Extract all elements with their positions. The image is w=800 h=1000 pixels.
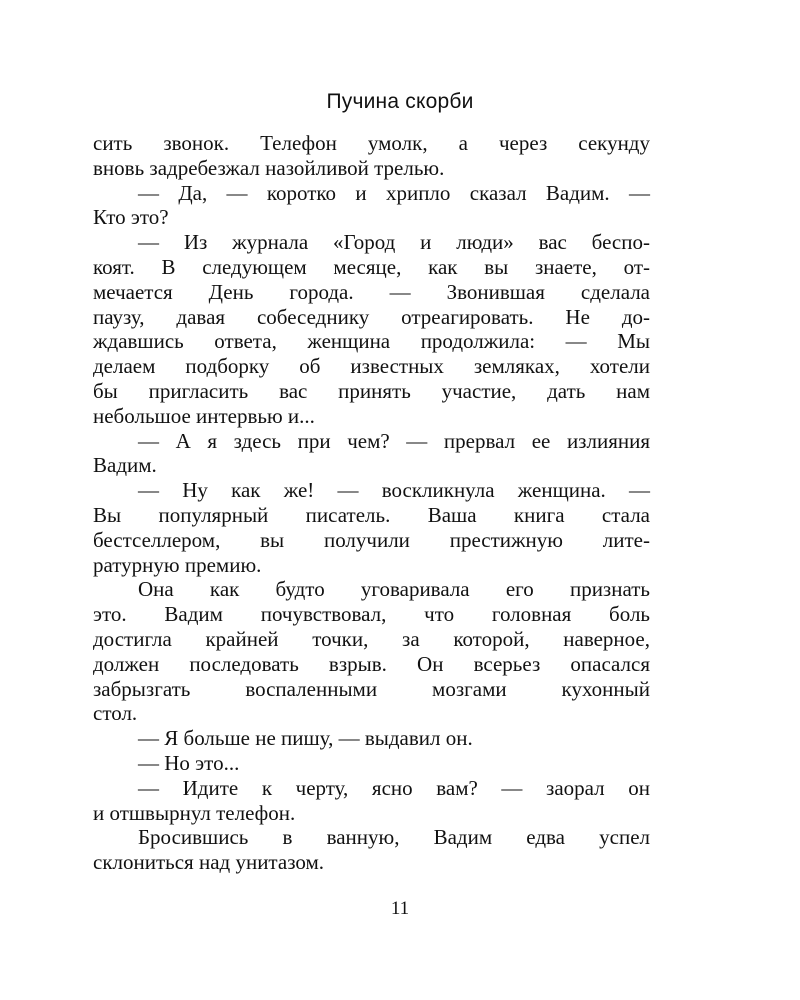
text-line: склониться над унитазом. bbox=[93, 850, 324, 875]
text-line: стол. bbox=[93, 701, 138, 726]
text-line: — Ну как же! — воскликнула женщина. — bbox=[138, 478, 650, 503]
text-line: достигла крайней точки, за которой, наверное, bbox=[93, 626, 650, 651]
text-line: должен последовать взрыв. Он всерьез опасался bbox=[93, 651, 650, 676]
text-line: Кто это? bbox=[93, 205, 169, 230]
text-line: — А я здесь при чем? — прервал ее излияния bbox=[138, 428, 650, 453]
text-line: — Из журнала «Город и люди» вас беспо- bbox=[138, 230, 650, 255]
text-line: Вадим. bbox=[93, 453, 157, 478]
text-line: коят. В следующем месяце, как вы знаете, от- bbox=[93, 254, 650, 279]
text-line: Она как будто уговаривала его признать bbox=[138, 577, 650, 602]
text-line: — Идите к черту, ясно вам? — заорал он bbox=[138, 775, 650, 800]
text-line: вновь задребезжал назойливой трелью. bbox=[93, 155, 445, 180]
text-line: Вы популярный писатель. Ваша книга стала bbox=[93, 502, 650, 527]
text-line: ратурную премию. bbox=[93, 552, 262, 577]
text-line: ждавшись ответа, женщина продолжила: — Мы bbox=[93, 329, 650, 354]
text-line: небольшое интервью и... bbox=[93, 403, 315, 428]
text-line: сить звонок. Телефон умолк, а через секунду bbox=[93, 131, 650, 155]
text-line: — Да, — коротко и хрипло сказал Вадим. — bbox=[138, 180, 650, 205]
text-line: бестселлером, вы получили престижную лите- bbox=[93, 527, 650, 552]
text-line: Бросившись в ванную, Вадим едва успел bbox=[138, 825, 650, 850]
text-line: мечается День города. — Звонившая сделала bbox=[93, 279, 650, 304]
page-number: 11 bbox=[390, 898, 410, 919]
text-line: это. Вадим почувствовал, что головная боль bbox=[93, 602, 650, 627]
text-line: — Но это... bbox=[138, 750, 240, 775]
text-line: бы пригласить вас принять участие, дать нам bbox=[93, 378, 650, 403]
text-line: забрызгать воспаленными мозгами кухонный bbox=[93, 676, 650, 701]
text-line: делаем подборку об известных земляках, хотели bbox=[93, 354, 650, 379]
running-head: Пучина скорби bbox=[326, 90, 474, 113]
text-line: — Я больше не пишу, — выдавил он. bbox=[138, 726, 473, 751]
text-line: паузу, давая собеседнику отреагировать. Не до- bbox=[93, 304, 650, 329]
body-text bbox=[93, 131, 650, 875]
text-line: и отшвырнул телефон. bbox=[93, 800, 296, 825]
